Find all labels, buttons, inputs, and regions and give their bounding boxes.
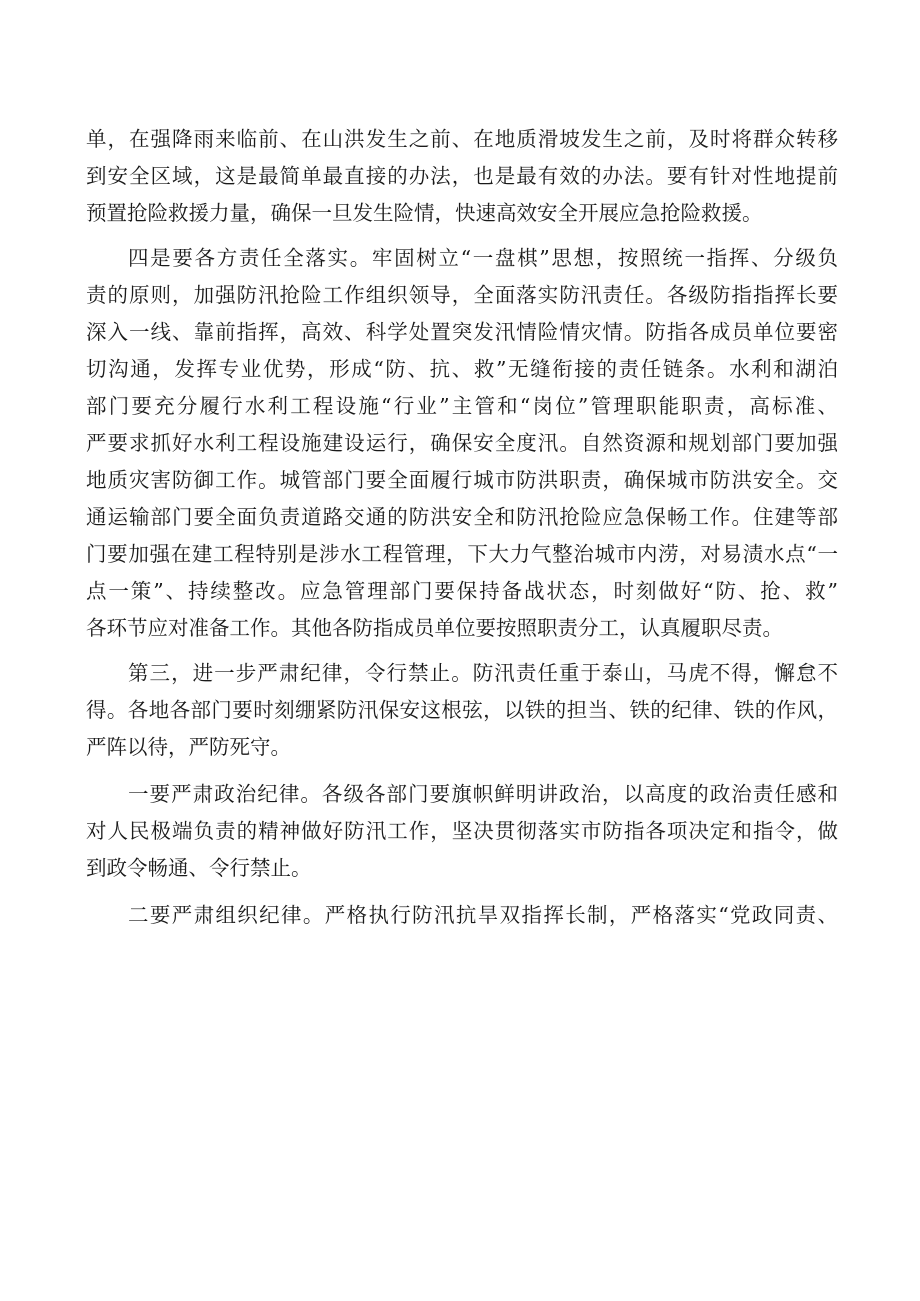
text-line: 责的原则，加强防汛抢险工作组织领导，全面落实防汛责任。各级防指指挥长要 — [86, 283, 838, 307]
document-body — [86, 121, 838, 934]
text-line: 到安全区域，这是最简单最直接的办法，也是最有效的办法。要有针对性地提前 — [86, 164, 838, 188]
text-line: 得。各地各部门要时刻绷紧防汛保安这根弦，以铁的担当、铁的纪律、铁的作风， — [86, 698, 838, 722]
text-line: 预置抢险救援力量，确保一旦发生险情，快速高效安全开展应急抢险救援。 — [86, 201, 763, 225]
text-line: 到政令畅通、令行禁止。 — [86, 856, 312, 880]
text-line: 二要严肃组织纪律。严格执行防汛抗旱双指挥长制，严格落实“党政同责、 — [128, 903, 838, 927]
text-line: 严阵以待，严防死守。 — [86, 735, 291, 759]
text-line: 切沟通，发挥专业优势，形成“防、抗、救”无缝衔接的责任链条。水利和湖泊 — [86, 357, 838, 381]
text-line: 地质灾害防御工作。城管部门要全面履行城市防洪职责，确保城市防洪安全。交 — [86, 468, 838, 492]
paragraph — [86, 897, 838, 934]
text-line: 对人民极端负责的精神做好防汛工作，坚决贯彻落实市防指各项决定和指令，做 — [86, 819, 838, 843]
paragraph — [86, 655, 838, 766]
text-line: 深入一线、靠前指挥，高效、科学处置突发汛情险情灾情。防指各成员单位要密 — [86, 320, 838, 344]
text-line: 四是要各方责任全落实。牢固树立“一盘棋”思想，按照统一指挥、分级负 — [128, 246, 838, 270]
text-line: 点一策”、持续整改。应急管理部门要保持备战状态，时刻做好“防、抢、救” — [86, 579, 838, 603]
text-line: 单，在强降雨来临前、在山洪发生之前、在地质滑坡发生之前，及时将群众转移 — [86, 127, 838, 151]
text-line: 第三，进一步严肃纪律，令行禁止。防汛责任重于泰山，马虎不得，懈怠不 — [128, 661, 838, 685]
text-line: 通运输部门要全面负责道路交通的防洪安全和防汛抢险应急保畅工作。住建等部 — [86, 505, 838, 529]
text-line: 各环节应对准备工作。其他各防指成员单位要按照职责分工，认真履职尽责。 — [86, 616, 783, 640]
text-line: 部门要充分履行水利工程设施“行业”主管和“岗位”管理职能职责，高标准、 — [86, 394, 838, 418]
paragraph — [86, 240, 838, 647]
text-line: 门要加强在建工程特别是涉水工程管理，下大力气整治城市内涝，对易渍水点“一 — [86, 542, 838, 566]
text-line: 一要严肃政治纪律。各级各部门要旗帜鲜明讲政治，以高度的政治责任感和 — [128, 782, 838, 806]
paragraph — [86, 121, 838, 232]
text-line: 严要求抓好水利工程设施建设运行，确保安全度汛。自然资源和规划部门要加强 — [86, 431, 838, 455]
paragraph — [86, 776, 838, 887]
